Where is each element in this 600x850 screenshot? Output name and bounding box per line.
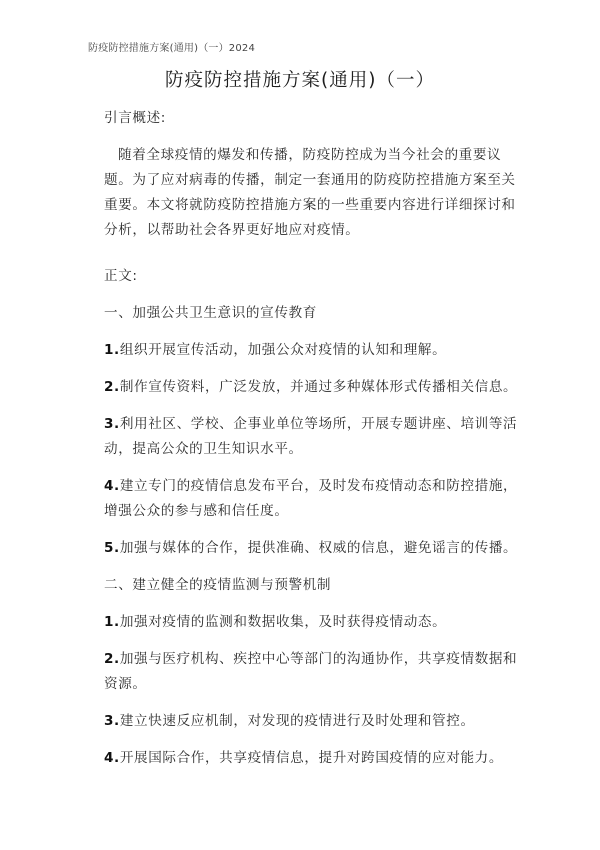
list-item [104, 412, 528, 462]
item-text: 建立专门的疫情信息发布平台，及时发布疫情动态和防控措施，增强公众的参与感和信任度。 [104, 478, 518, 519]
list-item [104, 610, 528, 635]
document-body [104, 106, 528, 771]
item-number: 5. [104, 540, 120, 556]
item-number: 2. [104, 379, 120, 395]
list-item [104, 474, 528, 524]
list-item [104, 375, 528, 400]
item-text: 加强对疫情的监测和数据收集，及时获得疫情动态。 [119, 614, 447, 630]
item-number: 3. [104, 713, 120, 729]
item-text: 加强与媒体的合作，提供准确、权威的信息，避免谣言的传播。 [119, 540, 518, 556]
document-title: 防疫防控措施方案(通用)（一） [165, 70, 435, 91]
intro-paragraph: 随着全球疫情的爆发和传播，防疫防控成为当今社会的重要议题。为了应对病毒的传播，制定一套通用的防疫防控措施方案至关重要。本文将就防疫防控措施方案的一些重要内容进行详细探讨和分析，以帮助社会各界更好地应对疫情。 [104, 147, 516, 238]
item-text: 建立快速反应机制，对发现的疫情进行及时处理和管控。 [119, 713, 475, 729]
item-number: 1. [104, 342, 120, 358]
item-text: 制作宣传资料，广泛发放，并通过多种媒体形式传播相关信息。 [119, 379, 518, 395]
list-item [104, 647, 528, 697]
list-item [104, 746, 528, 771]
item-number: 3. [104, 416, 120, 432]
item-number: 2. [104, 651, 120, 667]
list-item [104, 536, 528, 561]
item-text: 加强与医疗机构、疾控中心等部门的沟通协作，共享疫情数据和资源。 [104, 651, 518, 692]
item-number: 4. [104, 478, 120, 494]
item-number: 4. [104, 750, 120, 766]
section-heading-1: 一、加强公共卫生意识的宣传教育 [104, 305, 317, 321]
item-text: 利用社区、学校、企事业单位等场所，开展专题讲座、培训等活动，提高公众的卫生知识水平。 [104, 416, 518, 457]
item-number: 1. [104, 614, 120, 630]
list-item [104, 709, 528, 734]
item-text: 开展国际合作，共享疫情信息，提升对跨国疫情的应对能力。 [119, 750, 504, 766]
list-item [104, 338, 528, 363]
item-text: 组织开展宣传活动，加强公众对疫情的认知和理解。 [119, 342, 447, 358]
section-heading-2: 二、建立健全的疫情监测与预警机制 [104, 577, 332, 593]
running-header: 防疫防控措施方案(通用)（一）2024 [88, 43, 256, 54]
main-label: 正文: [104, 268, 138, 284]
intro-label: 引言概述: [104, 110, 166, 126]
